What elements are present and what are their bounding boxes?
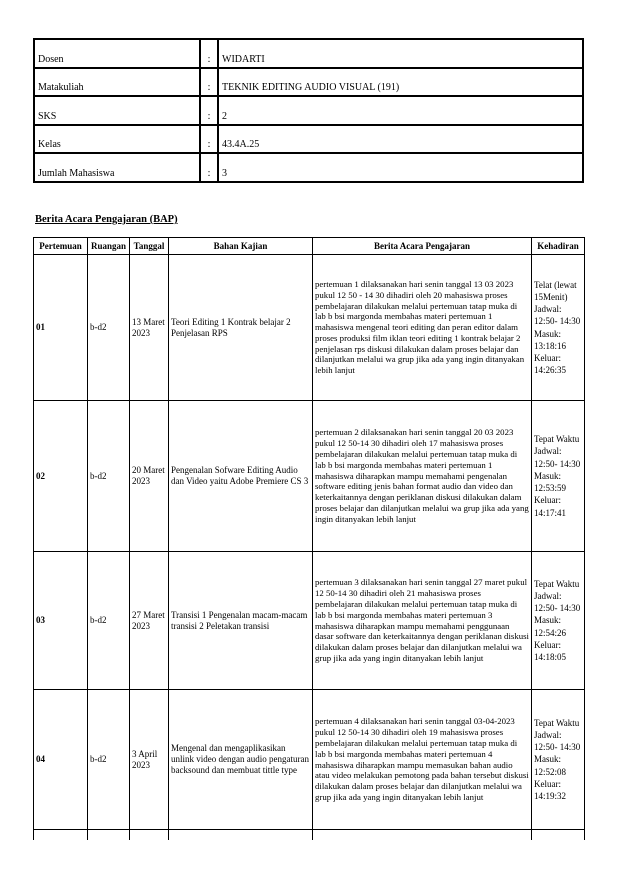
info-value: 2 xyxy=(218,96,583,125)
cell-ruangan: b-d2 xyxy=(88,690,130,830)
info-separator: : xyxy=(200,153,218,182)
cell-ruangan: b-d2 xyxy=(88,552,130,690)
cell-ruangan: b-d2 xyxy=(88,401,130,552)
cell-berita-acara: pertemuan 3 dilaksanakan hari senin tanggal 27 maret pukul 12 50-14 30 dihadiri oleh 21 mahasiswa proses pembelajaran dilakukan melalui pertemuan tatap muka di lab b bsi margonda membahas materi pertemuan 3 mahasiswa diharapkan mampu memahami penggunaan dasar software dan keterkaitannya dengan periklanan diskusi dilakukan dalam proses belajar dan dilanjutkan melalui wa grup jika ada yang ingin ditanyakan lebih lanjut xyxy=(313,552,532,690)
col-header-tanggal: Tanggal xyxy=(130,238,169,255)
info-row-dosen xyxy=(34,39,583,68)
cell-pertemuan: 03 xyxy=(34,552,88,690)
col-header-bahan-kajian: Bahan Kajian xyxy=(169,238,313,255)
info-row-matakuliah xyxy=(34,68,583,97)
info-row-kelas xyxy=(34,125,583,154)
cell-kehadiran: Tepat Waktu Jadwal: 12:50- 14:30 Masuk: 12:52:08 Keluar: 14:19:32 xyxy=(532,690,585,830)
col-header-ruangan: Ruangan xyxy=(88,238,130,255)
table-row xyxy=(34,255,585,401)
cell-ruangan: b-d2 xyxy=(88,255,130,401)
continuation-cell xyxy=(88,830,130,841)
col-header-pertemuan: Pertemuan xyxy=(34,238,88,255)
info-separator: : xyxy=(200,125,218,154)
cell-bahan-kajian: Teori Editing 1 Kontrak belajar 2 Penjelasan RPS xyxy=(169,255,313,401)
section-heading: Berita Acara Pengajaran (BAP) xyxy=(35,214,178,225)
continuation-cell xyxy=(34,830,88,841)
cell-pertemuan: 01 xyxy=(34,255,88,401)
info-separator: : xyxy=(200,39,218,68)
cell-berita-acara: pertemuan 2 dilaksanakan hari senin tanggal 20 03 2023 pukul 12 50-14 30 dihadiri oleh 17 mahasiswa proses pembelajaran dilakukan melalui pertemuan tatap muka di lab b bsi margonda membahas materi pertemuan 1 mahasiswa diharapkan mampu memahami pengenalan software editing jenis bahan format audio dan video dan keterkaitannya dengan periklanan diskusi dilakukan dalam proses belajar dan dilanjutkan melalui wa grup jika ada yang ingin ditanyakan lebih lanjut xyxy=(313,401,532,552)
cell-kehadiran: Telat (lewat 15Menit) Jadwal: 12:50- 14:30 Masuk: 13:18:16 Keluar: 14:26:35 xyxy=(532,255,585,401)
info-label: Kelas xyxy=(34,125,200,154)
info-label: Jumlah Mahasiswa xyxy=(34,153,200,182)
info-label: Dosen xyxy=(34,39,200,68)
info-row-sks xyxy=(34,96,583,125)
info-row-jumlah-mahasiswa xyxy=(34,153,583,182)
cell-tanggal: 13 Maret 2023 xyxy=(130,255,169,401)
table-row xyxy=(34,690,585,830)
cell-bahan-kajian: Pengenalan Sofware Editing Audio dan Video yaitu Adobe Premiere CS 3 xyxy=(169,401,313,552)
course-info-table xyxy=(33,38,584,183)
continuation-cell xyxy=(169,830,313,841)
bap-table xyxy=(33,237,585,840)
cell-tanggal: 20 Maret 2023 xyxy=(130,401,169,552)
bap-header-row xyxy=(34,238,585,255)
cell-pertemuan: 04 xyxy=(34,690,88,830)
info-label: SKS xyxy=(34,96,200,125)
info-value: 43.4A.25 xyxy=(218,125,583,154)
cell-tanggal: 27 Maret 2023 xyxy=(130,552,169,690)
info-value: WIDARTI xyxy=(218,39,583,68)
cell-tanggal: 3 April 2023 xyxy=(130,690,169,830)
info-value: TEKNIK EDITING AUDIO VISUAL (191) xyxy=(218,68,583,97)
cell-berita-acara: pertemuan 4 dilaksanakan hari senin tanggal 03-04-2023 pukul 12 50-14 30 dihadiri oleh 19 mahasiswa proses pembelajaran dilakukan melalui pertemuan tatap muka di lab b bsi margonda membahas materi pertemuan 4 mahasiswa diharapkan mampu memasukan bahan audio atau video melakukan pemotong pada bahan tersebut diskusi dilakukan dalam proses belajar dan dilanjutkan melalui wa grup jika ada yang ingin ditanyakan lebih lanjut xyxy=(313,690,532,830)
continuation-cell xyxy=(130,830,169,841)
table-row xyxy=(34,552,585,690)
info-separator: : xyxy=(200,96,218,125)
info-value: 3 xyxy=(218,153,583,182)
info-separator: : xyxy=(200,68,218,97)
info-label: Matakuliah xyxy=(34,68,200,97)
continuation-cell xyxy=(313,830,532,841)
cell-berita-acara: pertemuan 1 dilaksanakan hari senin tanggal 13 03 2023 pukul 12 50 - 14 30 dihadiri oleh 20 mahasiswa proses pembelajaran dilakukan melalui pertemuan tatap muka di lab b bsi margonda membahas materi pertemuan 1 mahasiswa mengenal teori editing dan peran editor dalam proses produksi film iklan teori editing 1 kontrak belajar 2 penjelasan rps diskusi dilakukan dalam proses belajar dan dilanjutkan melalui wa grup jika ada yang ingin ditanyakan lebih lanjut xyxy=(313,255,532,401)
col-header-kehadiran: Kehadiran xyxy=(532,238,585,255)
table-continuation xyxy=(34,830,585,841)
cell-kehadiran: Tepat Waktu Jadwal: 12:50- 14:30 Masuk: 12:53:59 Keluar: 14:17:41 xyxy=(532,401,585,552)
col-header-berita-acara: Berita Acara Pengajaran xyxy=(313,238,532,255)
cell-bahan-kajian: Mengenal dan mengaplikasikan unlink video dengan audio pengaturan backsound dan membuat tittle type xyxy=(169,690,313,830)
cell-kehadiran: Tepat Waktu Jadwal: 12:50- 14:30 Masuk: 12:54:26 Keluar: 14:18:05 xyxy=(532,552,585,690)
table-row xyxy=(34,401,585,552)
continuation-cell xyxy=(532,830,585,841)
cell-bahan-kajian: Transisi 1 Pengenalan macam-macam transisi 2 Peletakan transisi xyxy=(169,552,313,690)
cell-pertemuan: 02 xyxy=(34,401,88,552)
